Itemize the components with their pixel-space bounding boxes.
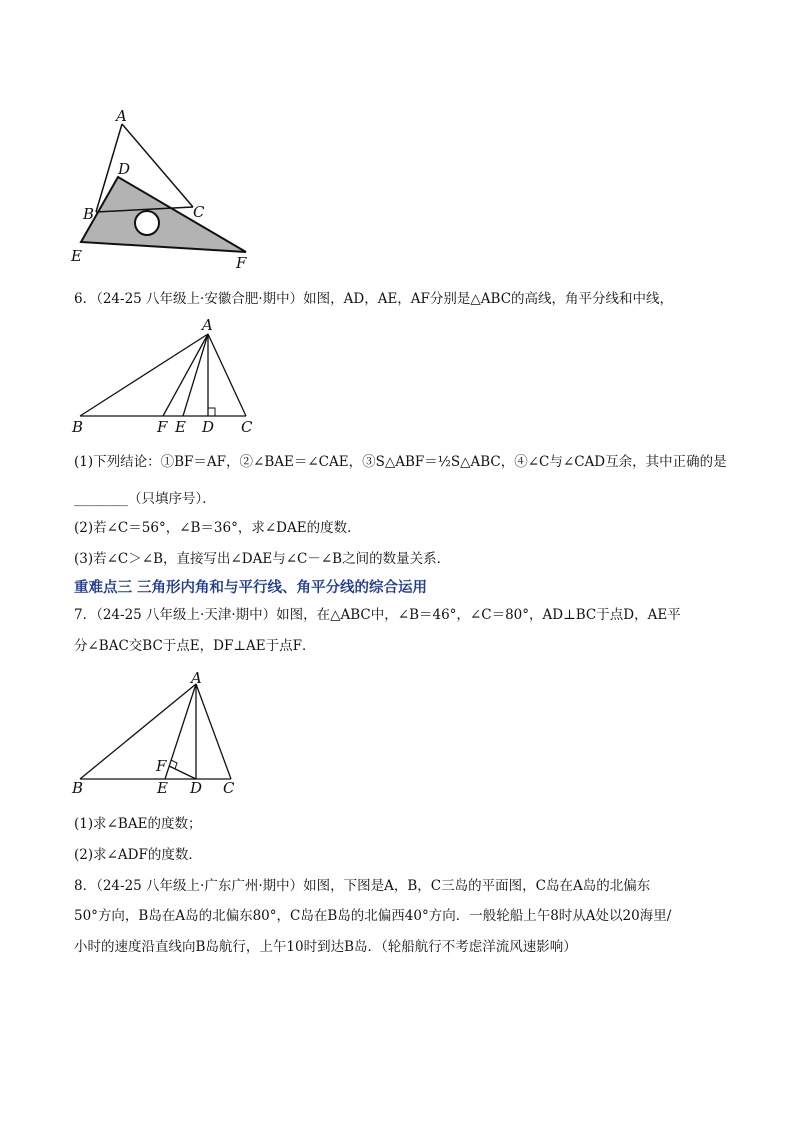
q6-label-a: A: [202, 316, 213, 334]
q8-stem-line2: 50°方向，B岛在A岛的北偏东80°，C岛在B岛的北偏西40°方向．一般轮船上午8时从A处以20海里/: [74, 908, 672, 924]
q6-part1-blank: ________（只填序号）．: [74, 491, 216, 507]
q7-label-e: E: [157, 779, 168, 797]
q6-label-c: C: [241, 418, 253, 436]
q6-label-d: D: [202, 418, 215, 436]
q7-label-d: D: [190, 779, 203, 797]
q6-label-e: E: [175, 418, 186, 436]
q7-part2: (2)求∠ADF的度数．: [74, 847, 202, 863]
q6-part1-conclusions: (1)下列结论：①BF＝AF，②∠BAE＝∠CAE，③S△ABF＝½S△ABC，④∠C与∠CAD互余，其中正确的是: [74, 454, 727, 470]
q7-stem-line2: 分∠BAC交BC于点E，DF⊥AE于点F．: [74, 638, 316, 654]
q8-stem-line3: 小时的速度沿直线向B岛航行，上午10时到达B岛．（轮船航行不考虑洋流风速影响）: [74, 939, 577, 955]
section-heading: 重难点三 三角形内角和与平行线、角平分线的综合运用: [74, 580, 428, 596]
q6-part3: (3)若∠C＞∠B，直接写出∠DAE与∠C－∠B之间的数量关系．: [74, 551, 451, 567]
q6-part2: (2)若∠C＝56°，∠B＝36°，求∠DAE的度数．: [74, 520, 361, 536]
q7-side-ab: [80, 684, 196, 779]
q8-stem-line1: 8．（24-25 八年级上·广东广州·期中）如图，下图是A，B，C三岛的平面图，C岛在A岛的北偏东: [74, 878, 651, 894]
label-c: C: [193, 203, 205, 221]
q7-stem-line1: 7．（24-25 八年级上·天津·期中）如图，在△ABC中，∠B＝46°，∠C＝80°，AD⊥BC于点D，AE平: [74, 607, 681, 623]
q7-part1: (1)求∠BAE的度数；: [74, 816, 202, 832]
label-d: D: [118, 160, 131, 178]
q7-perpendicular-df: [169, 766, 196, 779]
q7-label-c: C: [223, 779, 235, 797]
label-e: E: [71, 247, 82, 265]
q7-bisector-ae: [165, 684, 196, 779]
q6-label-f: F: [157, 418, 168, 436]
q6-stem: 6．（24-25 八年级上·安徽合肥·期中）如图，AD，AE，AF分别是△ABC的高线，角平分线和中线，: [74, 291, 674, 307]
q7-label-b: B: [72, 779, 84, 797]
q6-label-b: B: [72, 418, 84, 436]
q7-side-ac: [196, 684, 231, 779]
label-b: B: [83, 205, 95, 223]
label-f: F: [236, 254, 247, 272]
q7-label-a: A: [191, 669, 202, 687]
label-a: A: [116, 107, 127, 125]
q7-label-f: F: [156, 757, 167, 775]
